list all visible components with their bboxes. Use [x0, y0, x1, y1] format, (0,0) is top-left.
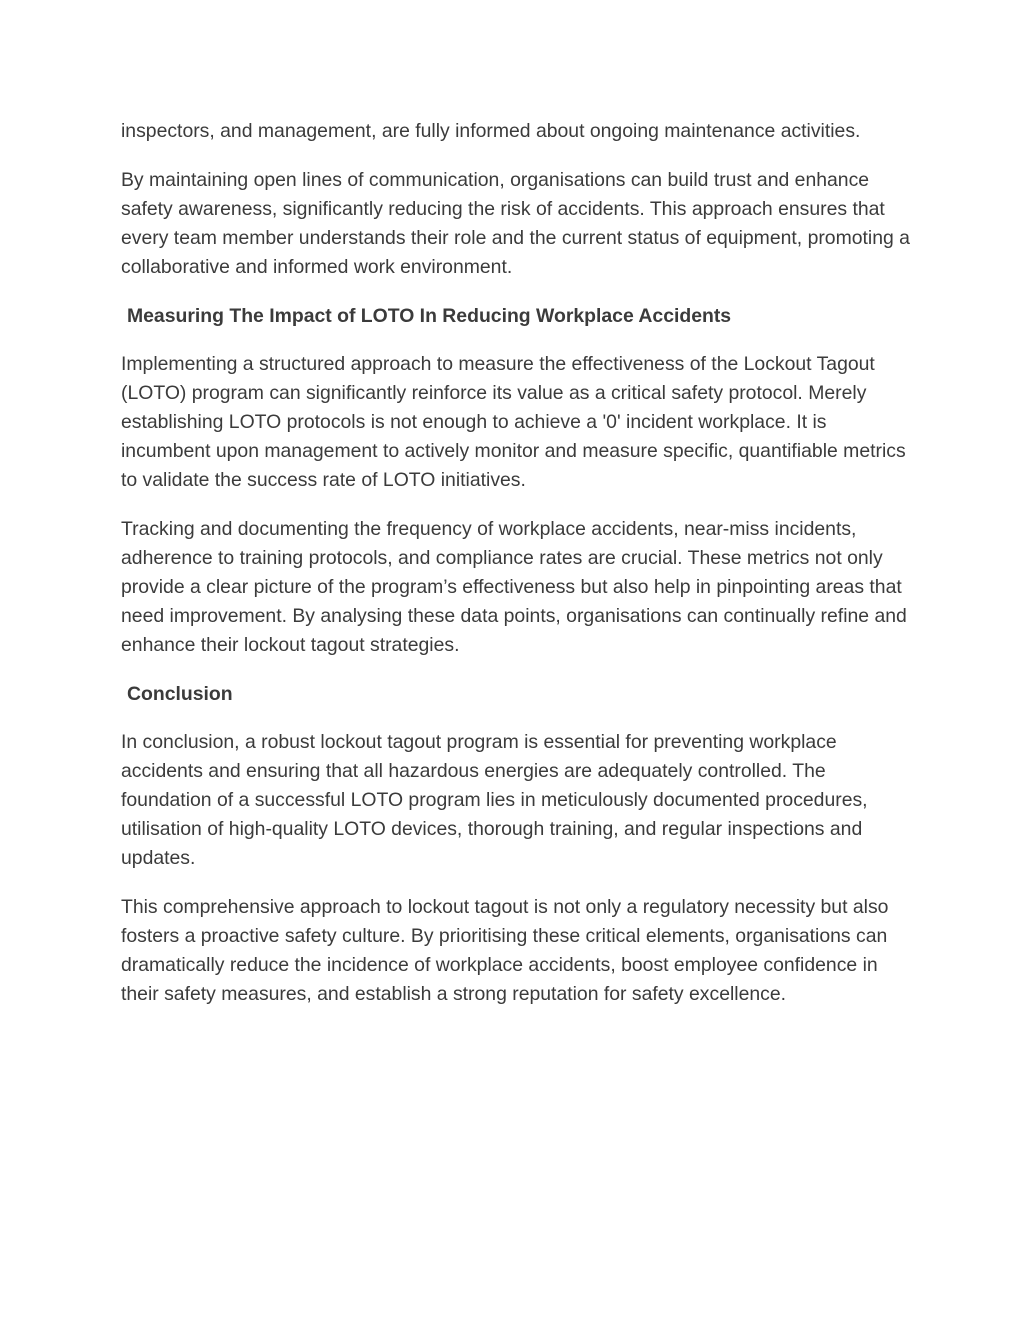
section-heading-measuring-impact: Measuring The Impact of LOTO In Reducing Workplace Accidents: [127, 304, 732, 327]
section-heading-conclusion: Conclusion: [127, 682, 233, 705]
paragraph-conclusion-culture: This comprehensive approach to lockout tagout is not only a regulatory necessity but also fosters a proactive safety culture. By prioritising these critical elements, organisations can dramatically reduce the incidence of workplace accidents, boost employee confidence in their safety measures, and establish a strong reputation for safety excellence.: [121, 895, 889, 1005]
paragraph-stakeholders-informed: inspectors, and management, are fully informed about ongoing maintenance activities.: [121, 120, 861, 142]
paragraph-open-communication: By maintaining open lines of communication, organisations can build trust and enhance safety awareness, significantly reducing the risk of accidents. This approach ensures that every team member understands their role and the current status of equipment, promoting a collaborative and informed work environment.: [121, 168, 910, 278]
paragraph-measure-effectiveness: Implementing a structured approach to measure the effectiveness of the Lockout Tagout (LOTO) program can significantly reinforce its value as a critical safety protocol. Merely establishing LOTO protocols is not enough to achieve a '0' incident workplace. It is incumbent upon management to actively monitor and measure specific, quantifiable metrics to validate the success rate of LOTO initiatives.: [121, 353, 906, 492]
paragraph-conclusion-summary: In conclusion, a robust lockout tagout program is essential for preventing workplace accidents and ensuring that all hazardous energies are adequately controlled. The foundation of a successful LOTO program lies in meticulously documented procedures, utilisation of high-quality LOTO devices, thorough training, and regular inspections and updates.: [121, 731, 868, 870]
paragraph-tracking-metrics: Tracking and documenting the frequency of workplace accidents, near-miss incidents, adherence to training protocols, and compliance rates are crucial. These metrics not only provide a clear picture of the program’s effectiveness but also help in pinpointing areas that need improvement. By analysing these data points, organisations can continually refine and enhance their lockout tagout strategies.: [121, 517, 907, 656]
document-page: [121, 117, 911, 1029]
